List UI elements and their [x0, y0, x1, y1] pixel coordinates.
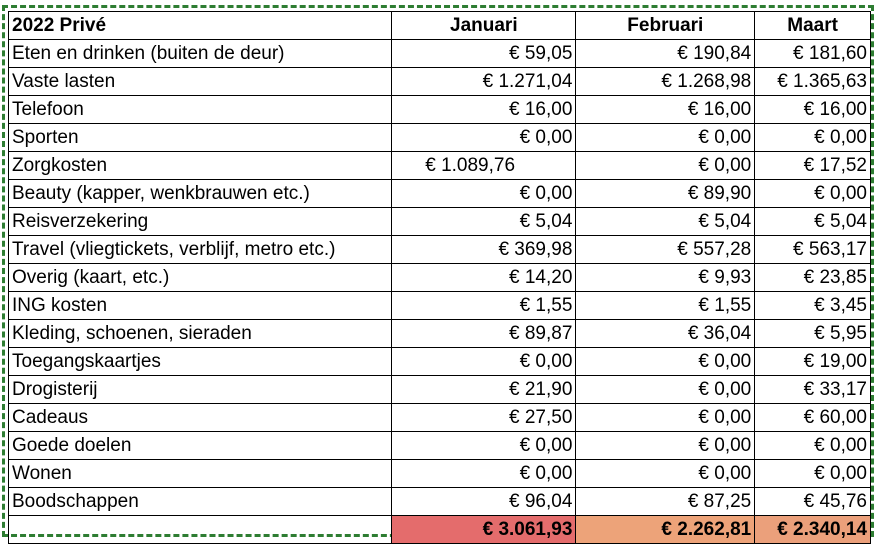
value-cell-februari[interactable]: € 190,84 [576, 40, 755, 68]
value-cell-januari[interactable]: € 0,00 [392, 432, 576, 460]
value-cell-februari[interactable]: € 1,55 [576, 292, 755, 320]
category-cell[interactable]: Vaste lasten [9, 68, 392, 96]
total-cell-maart[interactable]: € 2.340,14 [755, 516, 871, 544]
value-cell-februari[interactable]: € 557,28 [576, 236, 755, 264]
category-cell[interactable]: Toegangskaartjes [9, 348, 392, 376]
value-cell-januari[interactable]: € 1,55 [392, 292, 576, 320]
value-cell-maart[interactable]: € 17,52 [755, 152, 871, 180]
value-cell-januari[interactable]: € 16,00 [392, 96, 576, 124]
table-row [9, 292, 871, 320]
value-cell-januari[interactable]: € 27,50 [392, 404, 576, 432]
value-cell-februari[interactable]: € 89,90 [576, 180, 755, 208]
category-cell[interactable]: Reisverzekering [9, 208, 392, 236]
value-cell-januari[interactable]: € 14,20 [392, 264, 576, 292]
value-cell-februari[interactable]: € 16,00 [576, 96, 755, 124]
total-cell-januari[interactable]: € 3.061,93 [392, 516, 576, 544]
table-row [9, 180, 871, 208]
value-cell-januari[interactable]: € 96,04 [392, 488, 576, 516]
value-cell-maart[interactable]: € 0,00 [755, 460, 871, 488]
table-row [9, 68, 871, 96]
value-cell-februari[interactable]: € 0,00 [576, 404, 755, 432]
value-cell-maart[interactable]: € 60,00 [755, 404, 871, 432]
month-header-februari[interactable]: Februari [576, 12, 755, 40]
category-cell[interactable]: Cadeaus [9, 404, 392, 432]
value-cell-januari[interactable]: € 1.089,76 [392, 152, 576, 180]
value-cell-februari[interactable]: € 0,00 [576, 460, 755, 488]
table-row [9, 488, 871, 516]
empty-total-label-cell[interactable] [9, 516, 392, 544]
table-row [9, 264, 871, 292]
value-cell-maart[interactable]: € 1.365,63 [755, 68, 871, 96]
table-row [9, 348, 871, 376]
category-cell[interactable]: Beauty (kapper, wenkbrauwen etc.) [9, 180, 392, 208]
value-cell-februari[interactable]: € 5,04 [576, 208, 755, 236]
table-row [9, 404, 871, 432]
value-cell-januari[interactable]: € 21,90 [392, 376, 576, 404]
category-cell[interactable]: Sporten [9, 124, 392, 152]
value-cell-maart[interactable]: € 5,04 [755, 208, 871, 236]
value-cell-februari[interactable]: € 0,00 [576, 124, 755, 152]
value-cell-maart[interactable]: € 16,00 [755, 96, 871, 124]
value-cell-januari[interactable]: € 89,87 [392, 320, 576, 348]
value-cell-februari[interactable]: € 0,00 [576, 376, 755, 404]
sheet-title-cell[interactable]: 2022 Privé [9, 12, 392, 40]
value-cell-maart[interactable]: € 0,00 [755, 432, 871, 460]
value-cell-maart[interactable]: € 23,85 [755, 264, 871, 292]
table-row [9, 208, 871, 236]
table-row [9, 124, 871, 152]
category-cell[interactable]: Boodschappen [9, 488, 392, 516]
value-cell-maart[interactable]: € 3,45 [755, 292, 871, 320]
table-row [9, 320, 871, 348]
category-cell[interactable]: Eten en drinken (buiten de deur) [9, 40, 392, 68]
value-cell-januari[interactable]: € 369,98 [392, 236, 576, 264]
category-cell[interactable]: Overig (kaart, etc.) [9, 264, 392, 292]
value-cell-maart[interactable]: € 0,00 [755, 124, 871, 152]
value-cell-januari[interactable]: € 5,04 [392, 208, 576, 236]
value-cell-februari[interactable]: € 1.268,98 [576, 68, 755, 96]
value-cell-februari[interactable]: € 0,00 [576, 348, 755, 376]
month-header-januari[interactable]: Januari [392, 12, 576, 40]
category-cell[interactable]: Telefoon [9, 96, 392, 124]
budget-table [8, 11, 871, 544]
table-row [9, 40, 871, 68]
category-cell[interactable]: Drogisterij [9, 376, 392, 404]
value-cell-januari[interactable]: € 0,00 [392, 460, 576, 488]
table-row [9, 376, 871, 404]
value-cell-maart[interactable]: € 45,76 [755, 488, 871, 516]
value-cell-januari[interactable]: € 59,05 [392, 40, 576, 68]
value-cell-februari[interactable]: € 9,93 [576, 264, 755, 292]
value-cell-maart[interactable]: € 0,00 [755, 180, 871, 208]
category-cell[interactable]: Travel (vliegtickets, verblijf, metro etc.) [9, 236, 392, 264]
month-header-maart[interactable]: Maart [755, 12, 871, 40]
value-cell-februari[interactable]: € 87,25 [576, 488, 755, 516]
category-cell[interactable]: Goede doelen [9, 432, 392, 460]
value-cell-januari[interactable]: € 0,00 [392, 180, 576, 208]
value-cell-februari[interactable]: € 0,00 [576, 432, 755, 460]
value-cell-januari[interactable]: € 0,00 [392, 348, 576, 376]
value-cell-januari[interactable]: € 1.271,04 [392, 68, 576, 96]
category-cell[interactable]: ING kosten [9, 292, 392, 320]
total-cell-februari[interactable]: € 2.262,81 [576, 516, 755, 544]
value-cell-maart[interactable]: € 181,60 [755, 40, 871, 68]
value-cell-maart[interactable]: € 19,00 [755, 348, 871, 376]
value-cell-maart[interactable]: € 33,17 [755, 376, 871, 404]
category-cell[interactable]: Zorgkosten [9, 152, 392, 180]
value-cell-februari[interactable]: € 36,04 [576, 320, 755, 348]
totals-row [9, 516, 871, 544]
table-row [9, 152, 871, 180]
table-row [9, 236, 871, 264]
category-cell[interactable]: Wonen [9, 460, 392, 488]
header-row [9, 12, 871, 40]
value-cell-maart[interactable]: € 5,95 [755, 320, 871, 348]
category-cell[interactable]: Kleding, schoenen, sieraden [9, 320, 392, 348]
table-row [9, 96, 871, 124]
table-row [9, 460, 871, 488]
spreadsheet-frame [2, 5, 874, 540]
value-cell-maart[interactable]: € 563,17 [755, 236, 871, 264]
table-row [9, 432, 871, 460]
value-cell-januari[interactable]: € 0,00 [392, 124, 576, 152]
value-cell-februari[interactable]: € 0,00 [576, 152, 755, 180]
